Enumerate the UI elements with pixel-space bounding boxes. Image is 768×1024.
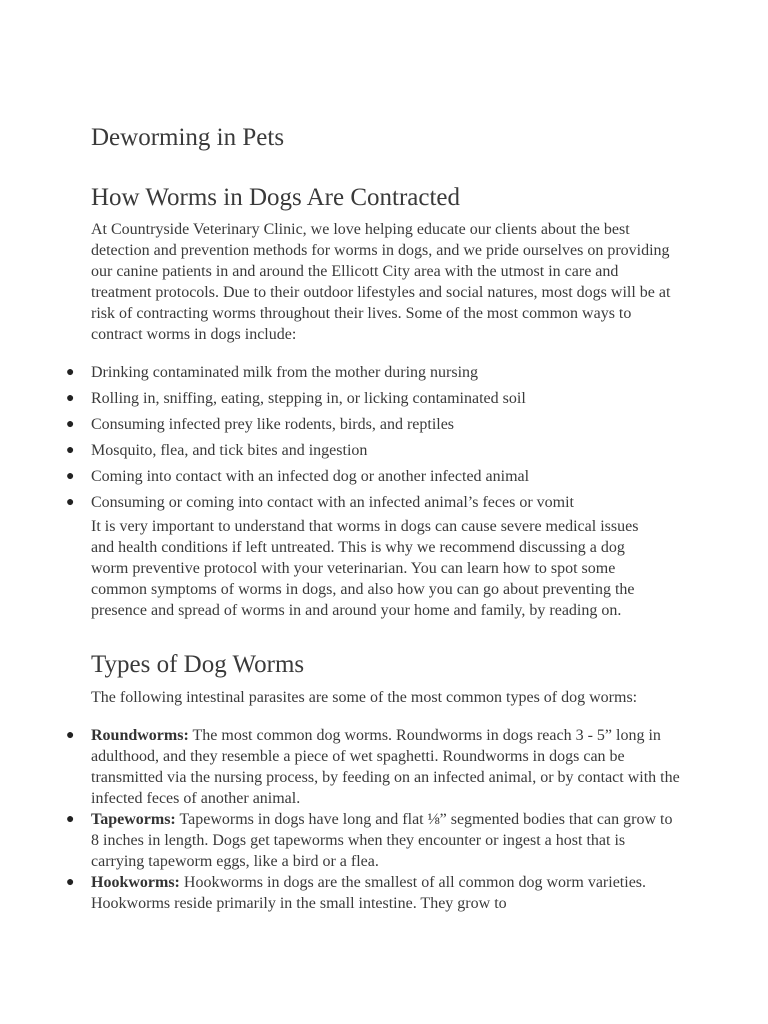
list-item — [66, 466, 681, 487]
list-item-text: Rolling in, sniffing, eating, stepping in, or licking contaminated soil — [91, 390, 526, 407]
bullet-icon: ● — [66, 469, 75, 484]
types-intro-paragraph: The following intestinal parasites are some of the most common types of dog worms: — [91, 689, 638, 706]
bullet-icon: ● — [66, 365, 75, 380]
contracted-intro-paragraph: At Countryside Veterinary Clinic, we love helping educate our clients about the best detection and prevention methods for worms in dogs, and we pride ourselves on providing our canine patients in and around the Ellicott City area with the utmost in care and treatment protocols. Due to their outdoor lifestyles and social natures, most dogs will be at risk of contracting worms throughout their lives. Some of the most common ways to contract worms in dogs include: — [91, 221, 671, 343]
document-title: Deworming in Pets — [91, 124, 285, 151]
list-item-text: Consuming or coming into contact with an infected animal’s feces or vomit — [91, 494, 574, 511]
bullet-icon: ● — [66, 417, 75, 432]
section-heading-types: Types of Dog Worms — [91, 651, 305, 678]
worm-types-list — [66, 725, 681, 914]
bullet-icon: ● — [66, 812, 75, 827]
list-item — [66, 809, 681, 872]
worm-type-description: Hookworms in dogs are the smallest of all common dog worm varieties. Hookworms reside primarily in the small intestine. They grow to — [91, 874, 647, 912]
worm-type-description: Tapeworms in dogs have long and flat ⅛” segmented bodies that can grow to 8 inches in length. Dogs get tapeworms when they encounter or ingest a host that is carrying tapeworm eggs, like a bird or a flea. — [91, 811, 673, 870]
worm-type-term: Hookworms: — [91, 874, 180, 891]
contraction-methods-list — [66, 362, 681, 518]
list-item — [66, 362, 681, 383]
list-item — [66, 492, 681, 513]
worm-type-term: Tapeworms: — [91, 811, 176, 828]
list-item — [66, 388, 681, 409]
list-item-text: Mosquito, flea, and tick bites and ingestion — [91, 442, 368, 459]
list-item — [66, 414, 681, 435]
list-item — [66, 440, 681, 461]
bullet-icon: ● — [66, 875, 75, 890]
list-item-text: Coming into contact with an infected dog or another infected animal — [91, 468, 530, 485]
bullet-icon: ● — [66, 443, 75, 458]
bullet-icon: ● — [66, 391, 75, 406]
worm-type-term: Roundworms: — [91, 727, 189, 744]
list-item — [66, 872, 681, 914]
section-heading-contracted: How Worms in Dogs Are Contracted — [91, 184, 461, 211]
worm-type-description: The most common dog worms. Roundworms in dogs reach 3 - 5” long in adulthood, and they resemble a piece of wet spaghetti. Roundworms in dogs can be transmitted via the nursing process, by feeding on an infected animal, or by contact with the infected feces of another animal. — [91, 727, 680, 807]
list-item-text: Drinking contaminated milk from the mother during nursing — [91, 364, 479, 381]
list-item — [66, 725, 681, 809]
contracted-outro-paragraph: It is very important to understand that worms in dogs can cause severe medical issues and health conditions if left untreated. This is why we recommend discussing a dog worm preventive protocol with your veterinarian. You can learn how to spot some common symptoms of worms in dogs, and also how you can go about preventing the presence and spread of worms in and around your home and family, by reading on. — [91, 518, 639, 619]
bullet-icon: ● — [66, 495, 75, 510]
bullet-icon: ● — [66, 728, 75, 743]
list-item-text: Consuming infected prey like rodents, birds, and reptiles — [91, 416, 455, 433]
